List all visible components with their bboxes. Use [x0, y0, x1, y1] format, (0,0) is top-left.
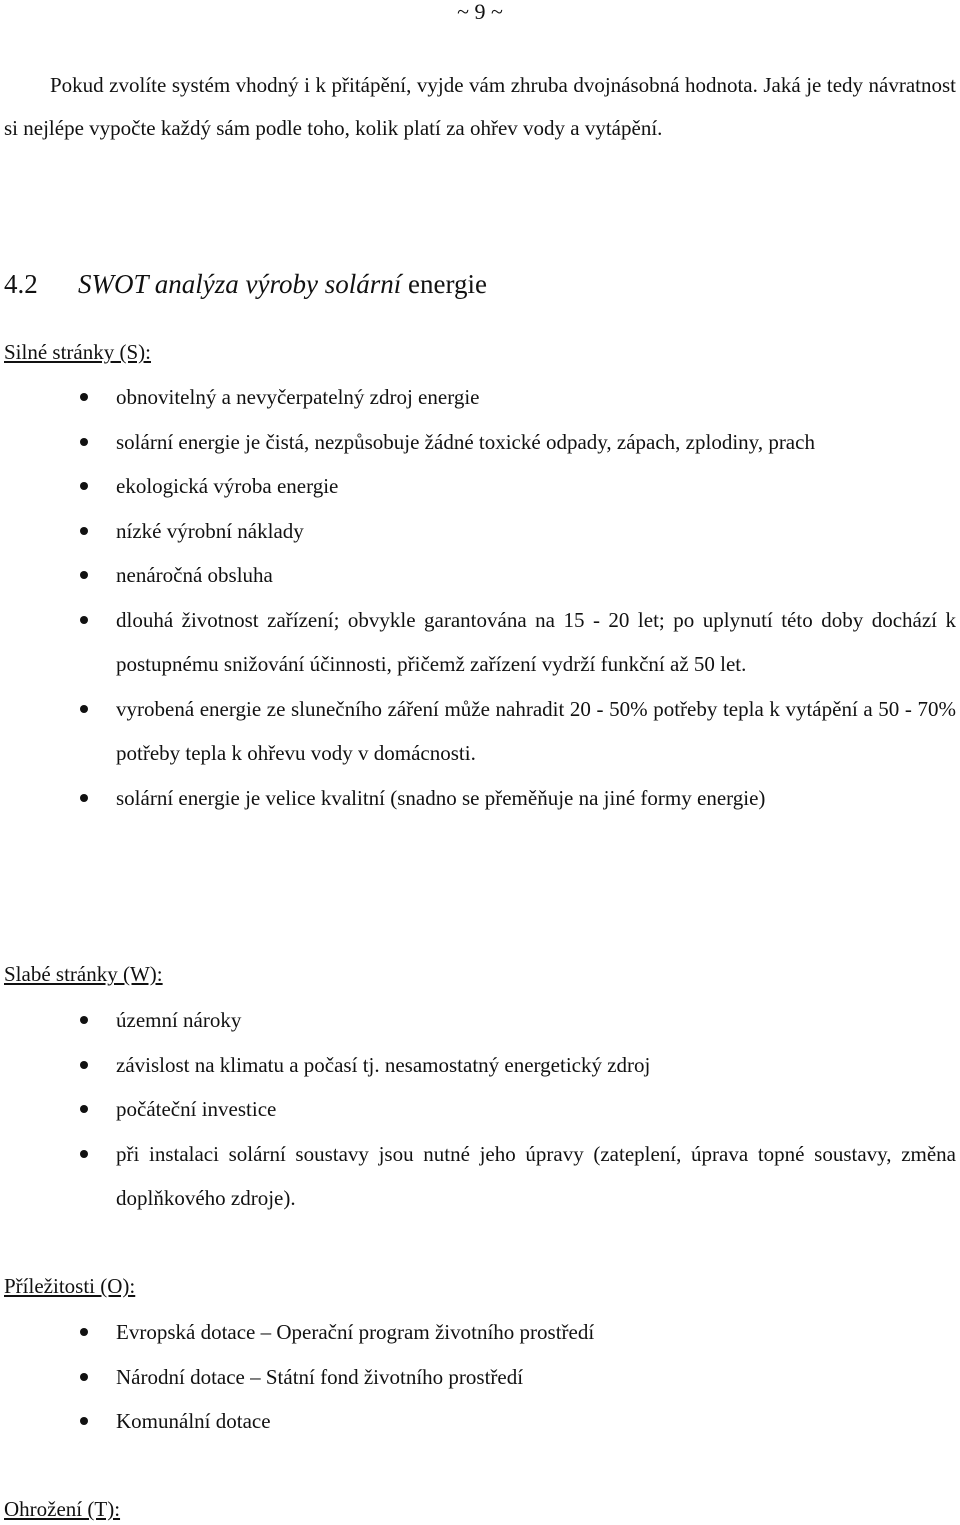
section-number: 4.2 [4, 269, 38, 299]
bullet-icon [80, 1373, 88, 1381]
intro-paragraph [4, 64, 956, 150]
list-item: územní nároky [0, 998, 956, 1043]
list-item: dlouhá životnost zařízení; obvykle garantována na 15 - 20 let; po uplynutí této doby dochází k postupnému snižování účinnosti, přičemž zařízení vydrží funkční až 50 let. [0, 598, 956, 687]
bullet-icon [80, 527, 88, 535]
bullet-icon [80, 1016, 88, 1024]
bullet-icon [80, 1150, 88, 1158]
intro-continuation: je tedy návratnost si nejlépe vypočte každý sám podle toho, kolik platí za ohřev vody a vytápění. [4, 73, 956, 140]
intro-first-line: Pokud zvolíte systém vhodný i k přitápění, vyjde vám zhruba dvojnásobná hodnota. Jaká [50, 73, 801, 97]
bullet-icon [80, 571, 88, 579]
bullet-icon [80, 393, 88, 401]
list-item: Národní dotace – Státní fond životního prostředí [0, 1355, 956, 1400]
bullet-icon [80, 616, 88, 624]
section-title-italic: SWOT analýza výroby solární [78, 269, 402, 299]
list-item: Evropská dotace – Operační program životního prostředí [0, 1310, 956, 1355]
page-number: ~ 9 ~ [457, 0, 503, 24]
bullet-icon [80, 438, 88, 446]
bullet-icon [80, 794, 88, 802]
list-item: počáteční investice [0, 1087, 956, 1132]
list-item: Komunální dotace [0, 1399, 956, 1444]
section-title-plain: energie [408, 269, 487, 299]
strengths-list [0, 375, 956, 820]
section-heading [4, 264, 487, 304]
threats-label: Ohrožení (T): [4, 1497, 121, 1521]
bullet-icon [80, 1328, 88, 1336]
bullet-icon [80, 1061, 88, 1069]
bullet-icon [80, 705, 88, 713]
weaknesses-list [0, 998, 956, 1221]
list-item: při instalaci solární soustavy jsou nutné jeho úpravy (zateplení, úprava topné soustavy, změna doplňkového zdroje). [0, 1132, 956, 1221]
list-item: obnovitelný a nevyčerpatelný zdroj energie [0, 375, 956, 420]
bullet-icon [80, 1417, 88, 1425]
list-item: nenáročná obsluha [0, 553, 956, 598]
weaknesses-label: Slabé stránky (W): [4, 962, 163, 986]
opportunities-label: Příležitosti (O): [4, 1274, 136, 1298]
list-item: nízké výrobní náklady [0, 509, 956, 554]
strengths-label: Silné stránky (S): [4, 340, 151, 364]
list-item: vyrobená energie ze slunečního záření může nahradit 20 - 50% potřeby tepla k vytápění a 50 - 70% potřeby tepla k ohřevu vody v domácnosti. [0, 687, 956, 776]
list-item: závislost na klimatu a počasí tj. nesamostatný energetický zdroj [0, 1043, 956, 1088]
opportunities-list [0, 1310, 956, 1444]
list-item: ekologická výroba energie [0, 464, 956, 509]
list-item: solární energie je velice kvalitní (snadno se přeměňuje na jiné formy energie) [0, 776, 956, 821]
bullet-icon [80, 482, 88, 490]
list-item: solární energie je čistá, nezpůsobuje žádné toxické odpady, zápach, zplodiny, prach [0, 420, 956, 465]
bullet-icon [80, 1105, 88, 1113]
